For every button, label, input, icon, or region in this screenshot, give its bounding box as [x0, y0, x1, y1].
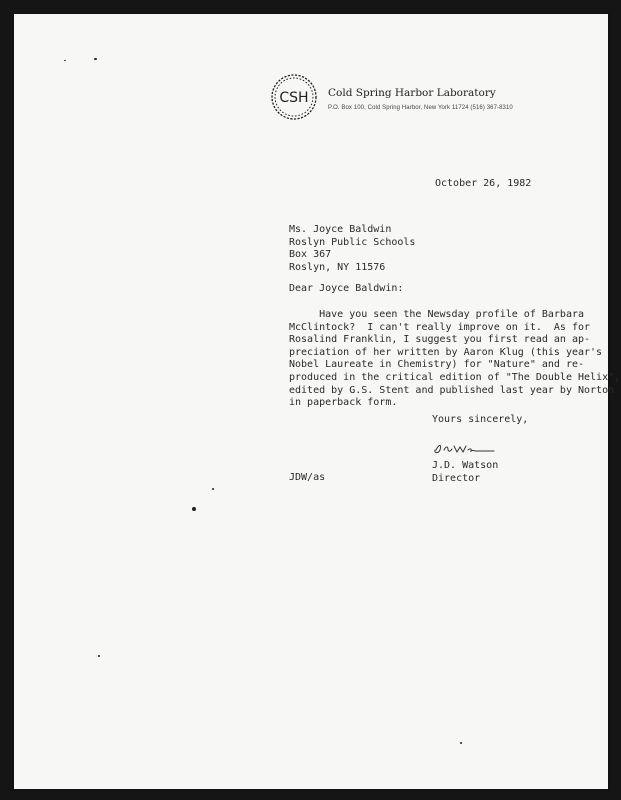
signer-name: J.D. Watson	[432, 460, 499, 471]
paper-speck	[460, 742, 462, 744]
organization-address: P.O. Box 100, Cold Spring Harbor, New York 11724 (516) 367-8310	[328, 105, 513, 111]
paper-speck	[64, 60, 66, 61]
recipient-name: Ms. Joyce Baldwin	[289, 224, 392, 235]
body-line: edited by G.S. Stent and published last year by Norton	[289, 384, 615, 396]
paper-speck	[192, 507, 196, 511]
body-line: produced in the critical edition of "The Double Helix",	[289, 371, 621, 383]
recipient-institution: Roslyn Public Schools	[289, 236, 416, 248]
salutation: Dear Joyce Baldwin:	[289, 283, 404, 294]
paper-speck	[212, 488, 214, 490]
body-line: McClintock? I can't really improve on it. As for	[289, 321, 591, 333]
body-line: Rosalind Franklin, I suggest you first read an ap-	[289, 334, 591, 346]
organization-name: Cold Spring Harbor Laboratory	[328, 87, 496, 99]
body-line: preciation of her written by Aaron Klug (this year's	[289, 346, 603, 358]
body-line: Have you seen the Newsday profile of Barbara	[289, 309, 585, 320]
handwritten-signature-icon	[430, 438, 500, 458]
letter-date: October 26, 1982	[435, 178, 532, 189]
paper-speck	[94, 58, 97, 60]
closing: Yours sincerely,	[432, 414, 529, 425]
recipient-box: Box 367	[289, 249, 332, 261]
typist-initials: JDW/as	[289, 472, 326, 483]
recipient-city: Roslyn, NY 11576	[289, 261, 386, 273]
recipient-address	[289, 224, 415, 274]
signer-title: Director	[432, 472, 481, 484]
logo-text: CSH	[279, 90, 309, 106]
signer-block	[432, 460, 498, 485]
body-line: in paperback form.	[289, 397, 398, 409]
letter-page	[14, 14, 621, 789]
csh-logo-icon	[269, 72, 319, 122]
letter-body	[289, 309, 620, 410]
body-line: Nobel Laureate in Chemistry) for "Nature" and re-	[289, 359, 585, 371]
paper-speck	[98, 655, 100, 657]
